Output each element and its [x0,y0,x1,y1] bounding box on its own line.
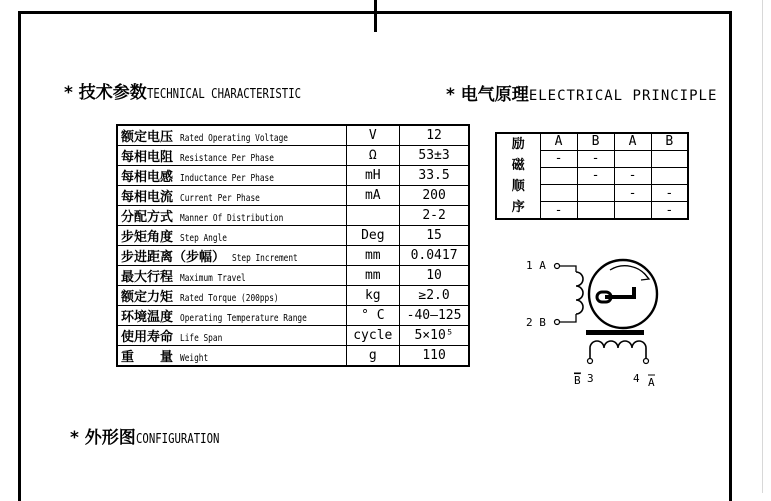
coil-a [576,272,583,314]
sequence-cell [651,167,688,184]
pin2-terminal [555,320,560,325]
spec-name-cn: 最大行程 [121,270,174,285]
frame-center-tick [374,0,377,32]
spec-name-en: Step Increment [232,253,299,264]
spec-unit: kg [346,286,399,306]
spec-name-en: Resistance Per Phase [180,153,275,164]
spec-unit: mm [346,266,399,286]
spec-name [117,246,346,266]
spec-unit: Ω [346,146,399,166]
pin4-number: 4 [633,372,640,385]
spec-unit: mm [346,246,399,266]
spec-name-cn: 额定电压 [121,130,174,145]
spec-row [117,186,469,206]
spec-name-en: Life Span [180,333,223,344]
sequence-cell [614,202,651,219]
spec-unit: Deg [346,226,399,246]
wiring-diagram [520,250,690,400]
electrical-heading [446,80,717,105]
spec-name [117,326,346,346]
spec-name-en: Operating Temperature Range [180,313,308,324]
sequence-phase-header: B [577,133,614,150]
spec-value: 33.5 [399,166,469,186]
sequence-cell [614,150,651,167]
coil-b [590,341,646,358]
spec-name-en: Rated Operating Voltage [180,133,289,144]
pin3-number: 3 [587,372,594,385]
pin4-terminal [644,359,649,364]
spec-name-cn: 每相电流 [121,190,174,205]
sequence-phase-header: A [540,133,577,150]
technical-heading-en: TECHNICAL CHARACTERISTIC [146,87,301,102]
spec-value: 10 [399,266,469,286]
stator-bar [586,330,644,335]
sequence-cell: - [577,150,614,167]
sequence-cell: - [651,185,688,202]
pin4-name: A [648,376,655,389]
spec-name-cn: 步进距离（步幅） [121,250,226,265]
page-edge-line [762,0,763,493]
spec-row [117,246,469,266]
spec-name-cn: 重 量 [121,350,174,365]
spec-name [117,346,346,367]
configuration-heading-cn: * 外形图 [70,428,136,448]
spec-row [117,326,469,346]
sequence-cell [540,185,577,202]
spec-row [117,226,469,246]
technical-heading [64,78,335,103]
spec-name [117,125,346,146]
excitation-sequence-table [495,132,689,220]
spec-value: -40—125 [399,306,469,326]
sequence-phase-header: $\overline{B}$ [651,133,688,150]
sequence-cell [577,185,614,202]
spec-value: 0.0417 [399,246,469,266]
spec-unit [346,206,399,226]
spec-name [117,146,346,166]
spec-name-en: Rated Torque (200pps) [180,293,279,304]
spec-row [117,125,469,146]
spec-name [117,226,346,246]
spec-unit: cycle [346,326,399,346]
spec-name [117,306,346,326]
spec-name-cn: 使用寿命 [121,330,174,345]
spec-unit: mH [346,166,399,186]
spec-value: 2-2 [399,206,469,226]
spec-name [117,206,346,226]
sequence-header-row [496,133,688,150]
pin3-name: B [574,374,581,387]
sequence-phase-header: $\overline{A}$ [614,133,651,150]
spec-row [117,306,469,326]
spec-name [117,186,346,206]
spec-unit: g [346,346,399,367]
sequence-label [496,133,540,219]
spec-name-cn: 每相电阻 [121,150,174,165]
configuration-heading-en: CONFIGURATION [135,432,220,447]
technical-spec-table [116,124,470,367]
sequence-cell: - [540,202,577,219]
spec-value: 110 [399,346,469,367]
spec-name-en: Current Per Phase [180,193,261,204]
sequence-cell [577,202,614,219]
sequence-label-char: 励 [511,137,525,152]
sequence-cell: - [614,185,651,202]
sequence-cell [540,167,577,184]
spec-value: 15 [399,226,469,246]
spec-row [117,266,469,286]
spec-name-cn: 环境温度 [121,310,174,325]
spec-name-en: Manner Of Distribution [180,213,284,224]
sequence-label-char: 序 [511,200,525,215]
spec-value: 200 [399,186,469,206]
spec-value: 12 [399,125,469,146]
sequence-cell [651,150,688,167]
rotation-arrow-icon [641,273,649,280]
pin2-label: 2 B [526,316,546,329]
spec-name [117,266,346,286]
spec-value: ≥2.0 [399,286,469,306]
spec-row [117,346,469,367]
sequence-cell: - [540,150,577,167]
spec-name [117,166,346,186]
sequence-cell: - [651,202,688,219]
sequence-cell: - [577,167,614,184]
spec-name-cn: 步矩角度 [121,230,174,245]
spec-row [117,286,469,306]
spec-row [117,206,469,226]
spec-name [117,286,346,306]
sequence-label-char: 顺 [511,179,525,194]
pin1-terminal [555,264,560,269]
pin3-terminal [588,359,593,364]
spec-unit: ° C [346,306,399,326]
spec-name-en: Maximum Travel [180,273,247,284]
pin1-label: 1 A [526,259,546,272]
spec-row [117,166,469,186]
electrical-heading-en: ELECTRICAL PRINCIPLE [528,88,718,104]
spec-name-en: Inductance Per Phase [180,173,275,184]
sequence-cell: - [614,167,651,184]
configuration-heading [70,423,238,448]
spec-value: 5×10⁵ [399,326,469,346]
electrical-heading-cn: * 电气原理 [446,85,529,105]
spec-name-cn: 每相电感 [121,170,174,185]
spec-name-cn: 额定力矩 [121,290,174,305]
spec-row [117,146,469,166]
spec-unit: mA [346,186,399,206]
spec-unit: V [346,125,399,146]
spec-name-cn: 分配方式 [121,210,174,225]
spec-value: 53±3 [399,146,469,166]
sequence-label-char: 磁 [511,158,525,173]
technical-heading-cn: * 技术参数 [64,83,147,103]
spec-name-en: Step Angle [180,233,228,244]
spec-name-en: Weight [180,353,209,364]
